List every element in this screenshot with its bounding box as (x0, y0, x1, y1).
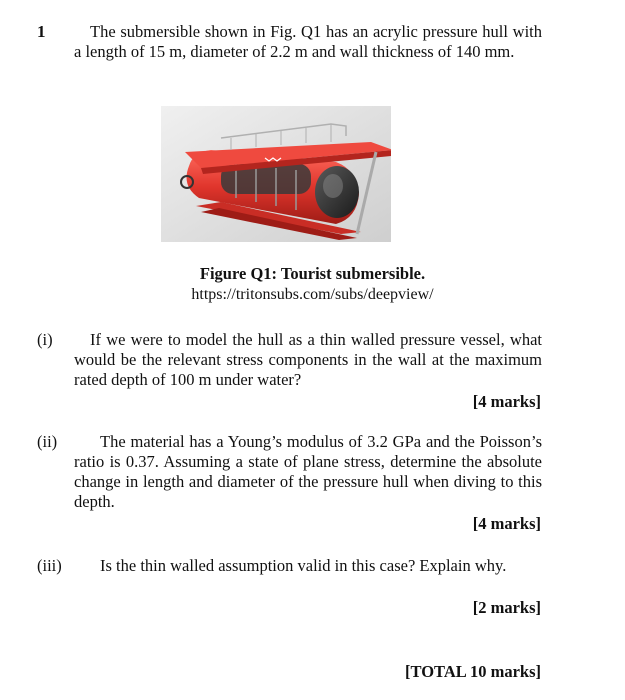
part-marks-iii: [2 marks] (472, 598, 541, 617)
part-iii-text: Is the thin walled assumption valid in this case? Explain why. (100, 556, 507, 575)
part-text-iii (74, 556, 542, 576)
part-marks-i: [4 marks] (472, 392, 541, 411)
part-label-ii: (ii) (37, 432, 58, 451)
part-ii-text: The material has a Young’s modulus of 3.2 GPa and the Poisson’s ratio is 0.37. Assuming a state of plane stress, determine the absolute change in length and diameter of the pressure hull when diving to this depth. (74, 432, 542, 511)
figure-caption-url: https://tritonsubs.com/subs/deepview/ (191, 286, 434, 303)
question-intro (74, 22, 542, 62)
question-intro-text: The submersible shown in Fig. Q1 has an acrylic pressure hull with a length of 15 m, diameter of 2.2 m and wall thickness of 140 mm. (74, 22, 542, 61)
question-number: 1 (37, 22, 46, 41)
part-label-i: (i) (37, 330, 53, 349)
part-text-ii (74, 432, 542, 512)
submersible-figure (161, 106, 391, 242)
part-i-text: If we were to model the hull as a thin walled pressure vessel, what would be the relevant stress components in the wall at the maximum rated depth of 100 m under water? (74, 330, 542, 389)
total-marks: [TOTAL 10 marks] (405, 662, 541, 681)
figure-caption-title: Figure Q1: Tourist submersible. (199, 264, 426, 283)
part-label-iii: (iii) (37, 556, 62, 575)
submersible-illustration (161, 106, 391, 242)
part-marks-ii: [4 marks] (472, 514, 541, 533)
part-text-i (74, 330, 542, 390)
